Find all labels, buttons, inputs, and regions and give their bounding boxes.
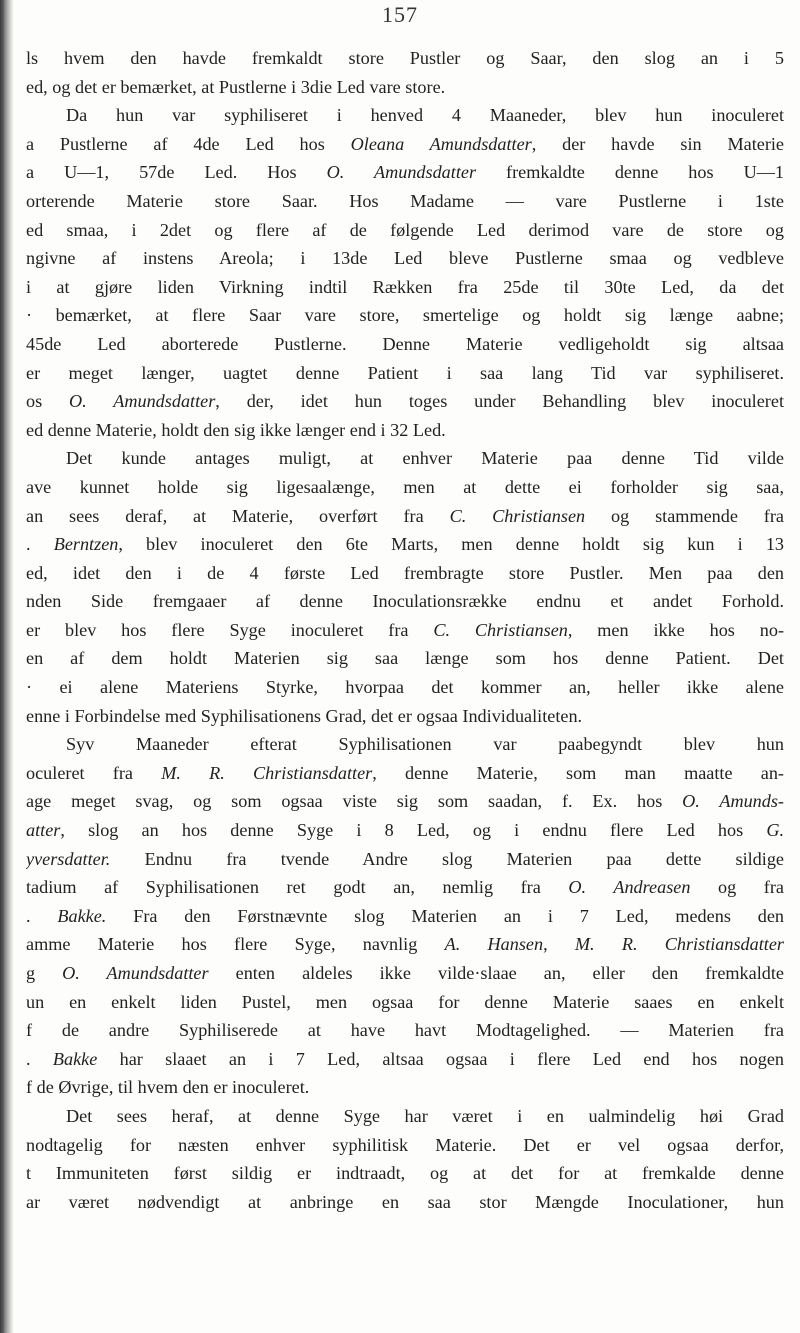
text-line bbox=[26, 301, 784, 330]
text-segment: ed, og det er bemærket, at Pustlerne i 3die Led vare store. bbox=[26, 76, 446, 97]
text-line bbox=[26, 616, 784, 645]
italic-name: M. R. Christiansdatter bbox=[161, 762, 373, 783]
text-segment: , der havde sin Materie bbox=[531, 133, 784, 154]
text-segment: Da hun var syphiliseret i henved 4 Maaneder, blev hun inoculeret bbox=[66, 105, 784, 126]
text-segment: ed, idet den i de 4 første Led frembragte store Pustler. Men paa den bbox=[26, 562, 784, 583]
text-segment: · ei alene Materiens Styrke, hvorpaa det kommer an, heller ikke alene bbox=[26, 677, 784, 698]
text-segment: Det kunde antages muligt, at enhver Materie paa denne Tid vilde bbox=[66, 448, 784, 469]
text-line bbox=[26, 873, 784, 902]
text-segment: amme Materie hos flere Syge, navnlig bbox=[26, 934, 445, 955]
text-segment: er meget længer, uagtet denne Patient i saa lang Tid var syphiliseret. bbox=[26, 362, 784, 383]
text-line bbox=[26, 1131, 784, 1160]
text-segment: 45de Led aborterede Pustlerne. Denne Materie vedligeholdt sig altsaa bbox=[26, 333, 784, 354]
text-line bbox=[26, 158, 784, 187]
italic-name: atter bbox=[26, 820, 61, 841]
text-line bbox=[26, 101, 784, 130]
text-line bbox=[26, 244, 784, 273]
italic-name: Bakke. bbox=[57, 905, 107, 926]
text-segment: ave kunnet holde sig ligesaalænge, men at dette ei forholder sig saa, bbox=[26, 476, 784, 497]
text-line bbox=[26, 587, 784, 616]
text-segment: tadium af Syphilisationen ret godt an, nemlig fra bbox=[26, 877, 569, 898]
text-segment: Endnu fra tvende Andre slog Materien paa dette sildige bbox=[110, 848, 784, 869]
text-line bbox=[26, 1073, 784, 1102]
italic-name: O. Amundsdatter bbox=[62, 963, 209, 983]
text-segment: , slog an hos denne Syge i 8 Led, og i endnu flere Led hos bbox=[60, 820, 767, 841]
text-line bbox=[26, 702, 784, 731]
italic-name: Bakke bbox=[52, 1048, 98, 1069]
text-segment: ar været nødvendigt at anbringe en saa stor Mængde Inoculationer, hun bbox=[26, 1191, 784, 1212]
text-line bbox=[26, 444, 784, 473]
text-segment: enne i Forbindelse med Syphilisationens Grad, det er ogsaa Individualiteten. bbox=[26, 705, 583, 726]
text-line bbox=[26, 273, 784, 302]
page-number: 157 bbox=[382, 2, 418, 27]
text-segment: . bbox=[26, 534, 54, 555]
text-line bbox=[26, 387, 784, 416]
text-line bbox=[26, 988, 784, 1017]
italic-name: yversdatter. bbox=[26, 848, 111, 869]
italic-name: G. bbox=[766, 820, 784, 841]
text-segment: er blev hos flere Syge inoculeret fra bbox=[26, 619, 434, 640]
text-line bbox=[26, 330, 784, 359]
text-segment: og fra bbox=[690, 877, 784, 898]
text-line bbox=[26, 1159, 784, 1188]
italic-name: A. Hansen bbox=[444, 934, 544, 955]
text-segment: a Pustlerne af 4de Led hos bbox=[26, 133, 351, 154]
text-segment: . bbox=[26, 1048, 53, 1069]
italic-name: O. Amunds- bbox=[682, 791, 784, 812]
italic-name: C. Christiansen bbox=[449, 505, 586, 526]
text-segment: a U—1, 57de Led. Hos bbox=[26, 162, 327, 183]
text-segment: Syv Maaneder efterat Syphilisationen var paabegyndt blev hun bbox=[66, 734, 784, 755]
text-line bbox=[26, 473, 784, 502]
text-line bbox=[26, 759, 784, 788]
text-segment: . bbox=[26, 905, 58, 926]
text-segment: , der, idet hun toges under Behandling blev inoculeret bbox=[215, 391, 784, 412]
text-line bbox=[26, 816, 784, 845]
text-line bbox=[26, 845, 784, 874]
text-segment: , bbox=[543, 934, 575, 955]
text-segment: , men ikke hos no- bbox=[567, 619, 784, 640]
italic-name: O. Amundsdatter bbox=[69, 391, 216, 412]
text-segment: un en enkelt liden Pustel, men ogsaa for denne Materie saaes en enkelt bbox=[26, 991, 784, 1012]
text-line bbox=[26, 130, 784, 159]
text-segment: Fra den Førstnævnte slog Materien an i 7 Led, medens den bbox=[106, 905, 784, 926]
text-segment: f de Øvrige, til hvem den er inoculeret. bbox=[26, 1077, 310, 1098]
italic-name: O. Andreasen bbox=[568, 877, 691, 898]
text-segment: en af dem holdt Materien sig saa længe som hos denne Patient. Det bbox=[26, 648, 784, 669]
italic-name: M. R. Christiansdatter bbox=[574, 934, 784, 955]
text-line bbox=[26, 73, 784, 102]
text-line bbox=[26, 1188, 784, 1217]
text-segment: har slaaet an i 7 Led, altsaa ogsaa i flere Led end hos nogen bbox=[97, 1048, 784, 1069]
text-segment: ed denne Materie, holdt den sig ikke længer end i 32 Led. bbox=[26, 419, 446, 440]
text-line bbox=[26, 44, 784, 73]
text-line bbox=[26, 187, 784, 216]
text-segment: t Immuniteten først sildig er indtraadt, og at det for at fremkalde denne bbox=[26, 1163, 784, 1184]
text-line bbox=[26, 502, 784, 531]
text-line bbox=[26, 216, 784, 245]
italic-name: Oleana Amundsdatter bbox=[350, 133, 532, 154]
text-line bbox=[26, 787, 784, 816]
text-segment: ngivne af instens Areola; i 13de Led bleve Pustlerne smaa og vedbleve bbox=[26, 248, 784, 269]
text-line bbox=[26, 730, 784, 759]
text-line bbox=[26, 930, 784, 959]
text-segment: nden Side fremgaaer af denne Inoculationsrække endnu et andet Forhold. bbox=[26, 591, 784, 612]
text-segment: os bbox=[26, 391, 70, 412]
text-segment: ed smaa, i 2det og flere af de følgende Led derimod vare de store og bbox=[26, 219, 784, 240]
body-text bbox=[26, 44, 784, 1216]
text-line bbox=[26, 673, 784, 702]
italic-name: C. Christiansen bbox=[433, 619, 568, 640]
text-line bbox=[26, 1102, 784, 1131]
text-line bbox=[26, 359, 784, 388]
text-segment: g bbox=[26, 963, 63, 983]
text-segment: f de andre Syphiliserede at have havt Modtagelighed. — Materien fra bbox=[26, 1020, 784, 1041]
text-segment: og stammende fra bbox=[585, 505, 784, 526]
text-segment: fremkaldte denne hos U—1 bbox=[476, 162, 784, 183]
text-line bbox=[26, 559, 784, 588]
text-line bbox=[26, 959, 784, 988]
text-line bbox=[26, 1045, 784, 1074]
text-segment: oculeret fra bbox=[26, 762, 162, 783]
text-line bbox=[26, 416, 784, 445]
text-line bbox=[26, 1016, 784, 1045]
text-line bbox=[26, 902, 784, 931]
text-segment: an sees deraf, at Materie, overført fra bbox=[26, 505, 450, 526]
text-segment: nodtagelig for næsten enhver syphilitisk Materie. Det er vel ogsaa derfor, bbox=[26, 1134, 784, 1155]
text-line bbox=[26, 644, 784, 673]
text-segment: orterende Materie store Saar. Hos Madame — vare Pustlerne i 1ste bbox=[26, 190, 784, 211]
text-segment: i at gjøre liden Virkning indtil Rækken fra 25de til 30te Led, da det bbox=[26, 276, 784, 297]
text-segment: age meget svag, og som ogsaa viste sig som saadan, f. Ex. hos bbox=[26, 791, 683, 812]
text-segment: , blev inoculeret den 6te Marts, men denne holdt sig kun i 13 bbox=[118, 534, 784, 555]
text-segment: Det sees heraf, at denne Syge har været i en ualmindelig høi Grad bbox=[66, 1105, 784, 1126]
text-segment: , denne Materie, som man maatte an- bbox=[372, 762, 784, 783]
text-segment: enten aldeles ikke vilde·slaae an, eller den fremkaldte bbox=[208, 963, 784, 983]
page-binding-edge bbox=[0, 0, 14, 1333]
italic-name: O. Amundsdatter bbox=[326, 162, 477, 183]
text-segment: ls hvem den havde fremkaldt store Pustler og Saar, den slog an i 5 bbox=[26, 48, 784, 68]
text-segment: · bemærket, at flere Saar vare store, smertelige og holdt sig længe aabne; bbox=[26, 305, 784, 326]
text-line bbox=[26, 530, 784, 559]
italic-name: Berntzen bbox=[53, 534, 119, 555]
